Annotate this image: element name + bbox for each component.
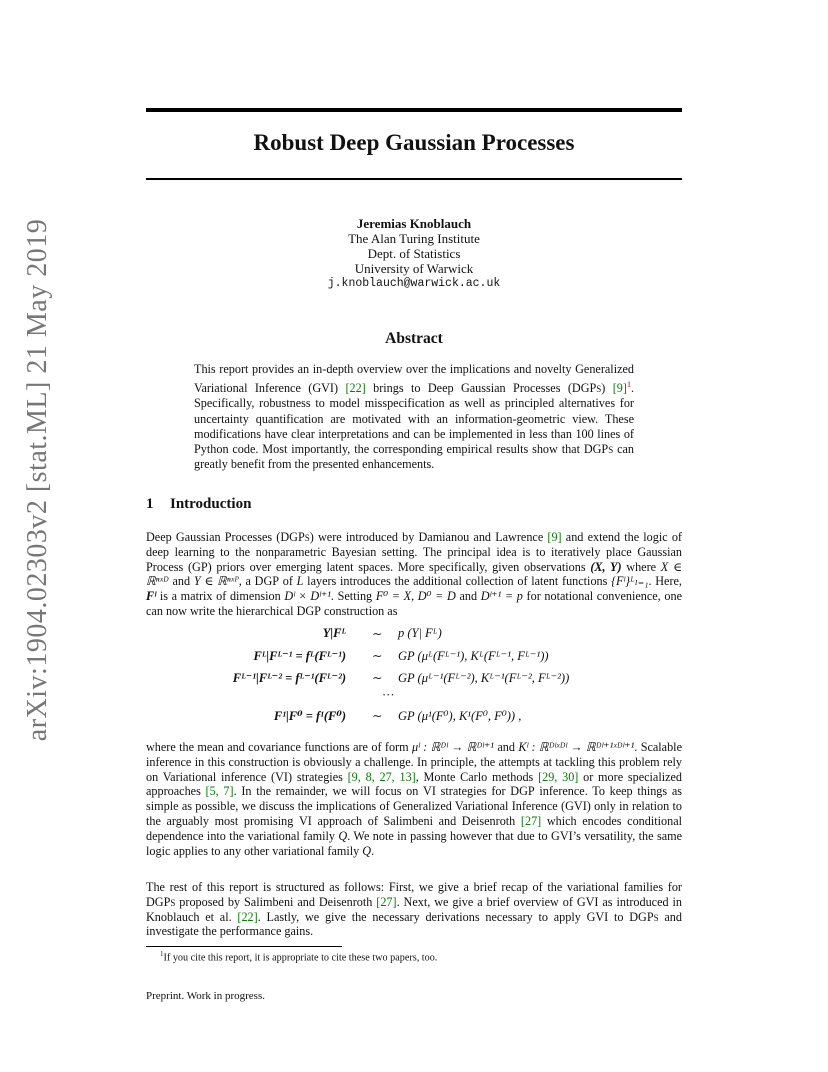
footnote-text: If you cite this report, it is appropriate to cite these two papers, too.: [163, 952, 438, 964]
citation-link[interactable]: [9, 8, 27, 13]: [347, 769, 416, 784]
citation-link[interactable]: [27]: [520, 813, 542, 828]
equation-rhs: GP (μᴸ⁻¹(Fᴸ⁻²), Kᴸ⁻¹(Fᴸ⁻², Fᴸ⁻²)): [398, 671, 570, 685]
footnote-mark: 1: [160, 950, 164, 958]
citation-link[interactable]: [27]: [376, 894, 397, 909]
arxiv-sidebar: [14, 218, 62, 742]
preprint-note: Preprint. Work in progress.: [146, 990, 265, 1002]
abstract-text: This report provides an in-depth overview over the implications and novelty Generalized Variational Inference (GVI) [22] brings to Deep Gaussian Processes (DGPs) [9]$^1$. Specifically, robustness to model misspecification as well as principled alternatives for uncertainty quantification are motivated with an information-geometric view. These modifications have clear interpretations and can be implemented in less than 100 lines of Python code. Most importantly, the corresponding empirical results show that DGPs can greatly benefit from the presented enhancements.: [194, 362, 634, 472]
equation-rhs: GP (μᴸ(Fᴸ⁻¹), Kᴸ(Fᴸ⁻¹, Fᴸ⁻¹)): [398, 649, 549, 663]
section-number: 1: [146, 496, 154, 512]
equation-row: [146, 626, 682, 646]
arxiv-identifier: arXiv:1904.02303v2 [stat.ML] 21 May 2019: [22, 218, 53, 742]
equation-row: [146, 708, 682, 728]
equation-lhs: Fᴸ|Fᴸ⁻¹ = fᴸ(Fᴸ⁻¹): [253, 649, 346, 663]
equation-row: [146, 670, 682, 690]
author-block: [146, 216, 682, 291]
author-affiliation-1: The Alan Turing Institute: [348, 231, 480, 246]
citation-link[interactable]: [22]: [345, 381, 366, 396]
equation-rhs: p (Y| Fᴸ): [398, 626, 442, 640]
citation-link[interactable]: [9]: [547, 530, 562, 544]
footnote-rule: [146, 946, 342, 947]
section-title: Introduction: [170, 496, 252, 512]
equation-sim: ∼: [372, 709, 383, 723]
title-rule-top: [146, 108, 682, 112]
equation-sim: ∼: [372, 671, 383, 685]
equation-ellipsis: ···: [382, 688, 395, 702]
author-affiliation-2: Dept. of Statistics: [367, 246, 461, 261]
citation-link[interactable]: [9]: [612, 381, 627, 396]
intro-paragraph-1: Deep Gaussian Processes (DGPs) were introduced by Damianou and Lawrence [9] and extend the logic of deep learning to the nonparametric Bayesian setting. The principal idea is to iteratively place Gaussian Process (GP) priors over emerging latent spaces. More specifically, given observations (X, Y) where X ∈ ℝⁿˣᴰ and Y ∈ ℝⁿˣᴾ, a DGP of L layers introduces the additional collection of latent functions {Fˡ}ᴸₗ₌₁. Here, Fˡ is a matrix of dimension Dˡ × Dˡ⁺¹. Setting F⁰ = X, D⁰ = D and Dˡ⁺¹ = p for notational convenience, one can now write the hierarchical DGP construction as: [146, 530, 682, 618]
intro-paragraph-2: where the mean and covariance functions are of form μˡ : ℝᴰˡ → ℝᴰˡ⁺¹ and Kˡ : ℝᴰˡˣᴰˡ → ℝᴰˡ⁺¹ˣᴰˡ⁺¹. Scalable inference in this construction is obviously a challenge. In principle, the attempts at tackling this problem rely on Variational inference (VI) strategies [9, 8, 27, 13], Monte Carlo methods [29, 30] or more specialized approaches [5, 7]. In the remainder, we will focus on VI strategies for DGP inference. To keep things as simple as possible, we discuss the implications of Generalized Variational Inference (GVI) only in relation to the arguably most promising VI approach of Salimbeni and Deisenroth [27] which encodes conditional dependence into the variational family Q. We note in passing however that due to GVI’s versatility, the same logic applies to any other variational family Q.: [146, 740, 682, 858]
citation-link[interactable]: [22]: [237, 909, 258, 924]
author-email[interactable]: j.knoblauch@warwick.ac.uk: [327, 277, 501, 290]
footnote-ref[interactable]: 1: [626, 380, 631, 390]
intro-paragraph-3: The rest of this report is structured as follows: First, we give a brief recap of the variational families for DGPs proposed by Salimbeni and Deisenroth [27]. Next, we give a brief overview of GVI as introduced in Knoblauch et al. [22]. Lastly, we give the necessary derivations necessary to apply GVI to DGPs and investigate the performance gains.: [146, 880, 682, 939]
equation-row: [146, 688, 682, 708]
equation-sim: ∼: [372, 627, 383, 641]
equation-sim: ∼: [372, 649, 383, 663]
equation-lhs: Fᴸ⁻¹|Fᴸ⁻² = fᴸ⁻¹(Fᴸ⁻²): [232, 671, 346, 685]
citation-link[interactable]: [5, 7]: [205, 784, 234, 799]
abstract-heading: Abstract: [385, 330, 443, 347]
author-name: Jeremias Knoblauch: [356, 216, 472, 231]
title-rule-bottom: [146, 178, 682, 180]
section-heading: [146, 496, 251, 513]
paper-title: Robust Deep Gaussian Processes: [253, 130, 575, 155]
equation-rhs: GP (μ¹(F⁰), K¹(F⁰, F⁰)) ,: [398, 709, 522, 723]
equation-lhs: Y|Fᴸ: [322, 626, 346, 640]
footnote: [160, 950, 437, 963]
equation-row: [146, 648, 682, 668]
equation-lhs: F¹|F⁰ = f¹(F⁰): [273, 709, 346, 723]
citation-link[interactable]: [29, 30]: [538, 769, 579, 784]
author-affiliation-3: University of Warwick: [354, 261, 474, 276]
